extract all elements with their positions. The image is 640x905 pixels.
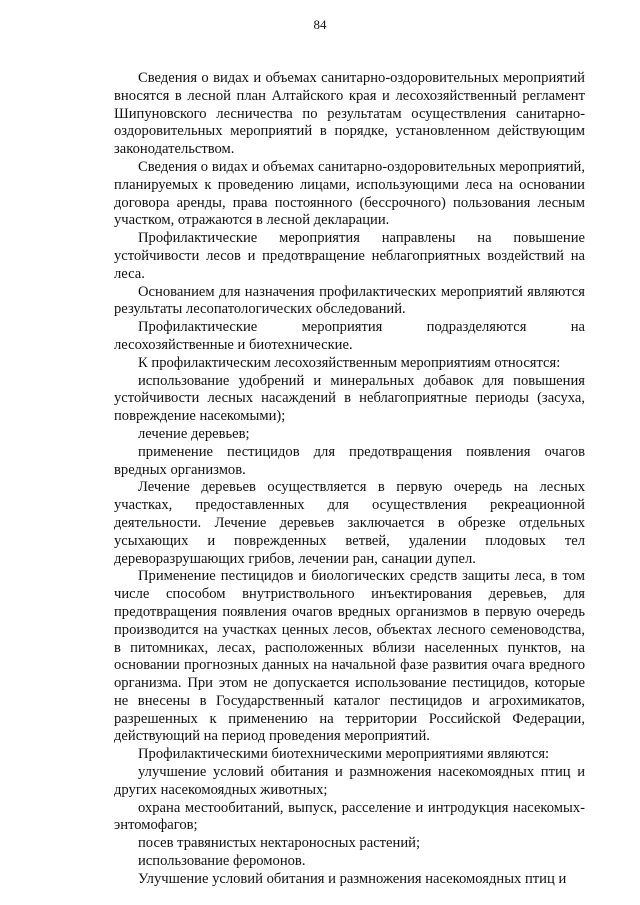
page-number: 84 [313, 17, 327, 32]
paragraph: Профилактические мероприятия направлены на повышение устойчивости лесов и предотвращение неблагоприятных воздействий на леса. [114, 230, 585, 282]
paragraph: Применение пестицидов и биологических средств защиты леса, в том числе способом внутриствольного инъектирования деревьев, для предотвращения появления очагов вредных организмов в первую очередь производится на участках ценных лесов, объектах лесного семеноводства, в питомниках, лесах, расположенных вблизи населенных пунктов, на основании прогнозных данных на начальной фазе развития очага вредного организма. При этом не допускается использование пестицидов, которые не внесены в Государственный каталог пестицидов и агрохимикатов, разрешенных к применению на территории Российской Федерации, действующий на период проведения мероприятий. [114, 568, 585, 745]
paragraph: Улучшение условий обитания и размножения насекомоядных птиц и [138, 870, 567, 887]
paragraph: Лечение деревьев осуществляется в первую очередь на лесных участках, предоставленных для осуществления рекреационной деятельности. Лечение деревьев заключается в обрезке отдельных усыхающих и поврежденных ветвей, удалении плодовых тел дереворазрушающих грибов, лечении ран, санации дупел. [114, 479, 585, 567]
paragraph: посев травянистых нектароносных растений; [138, 835, 421, 852]
paragraph: использование удобрений и минеральных добавок для повышения устойчивости лесных насаждений в неблагоприятные периоды (засуха, повреждение насекомыми); [114, 372, 585, 425]
paragraph: применение пестицидов для предотвращения появления очагов вредных организмов. [114, 443, 585, 478]
paragraph: Профилактическими биотехническими мероприятиями являются: [138, 746, 550, 763]
paragraph: Профилактические мероприятия подразделяются на лесохозяйственные и биотехнические. [114, 319, 585, 353]
paragraph: Основанием для назначения профилактических мероприятий являются результаты лесопатологических обследований. [114, 283, 585, 318]
paragraph: использование феромонов. [138, 853, 306, 870]
paragraph: охрана местообитаний, выпуск, расселение и интродукция насекомых-энтомофагов; [114, 799, 585, 834]
paragraph: К профилактическим лесохозяйственным мероприятиям относятся: [138, 354, 561, 371]
paragraph: улучшение условий обитания и размножения насекомоядных птиц и других насекомоядных животных; [114, 764, 585, 798]
paragraph: Сведения о видах и объемах санитарно-оздоровительных мероприятий вносятся в лесной план Алтайского края и лесохозяйственный регламент Шипуновского лесничества по результатам осуществления санитарно-оздоровительных мероприятий в порядке, установленном действующим законодательством. [114, 70, 585, 158]
paragraph: лечение деревьев; [138, 425, 250, 442]
paragraph: Сведения о видах и объемах санитарно-оздоровительных мероприятий, планируемых к проведению лицами, использующими леса на основании договора аренды, права постоянного (бессрочного) пользования лесным участком, отражаются в лесной декларации. [114, 158, 585, 229]
document-body [114, 70, 585, 889]
